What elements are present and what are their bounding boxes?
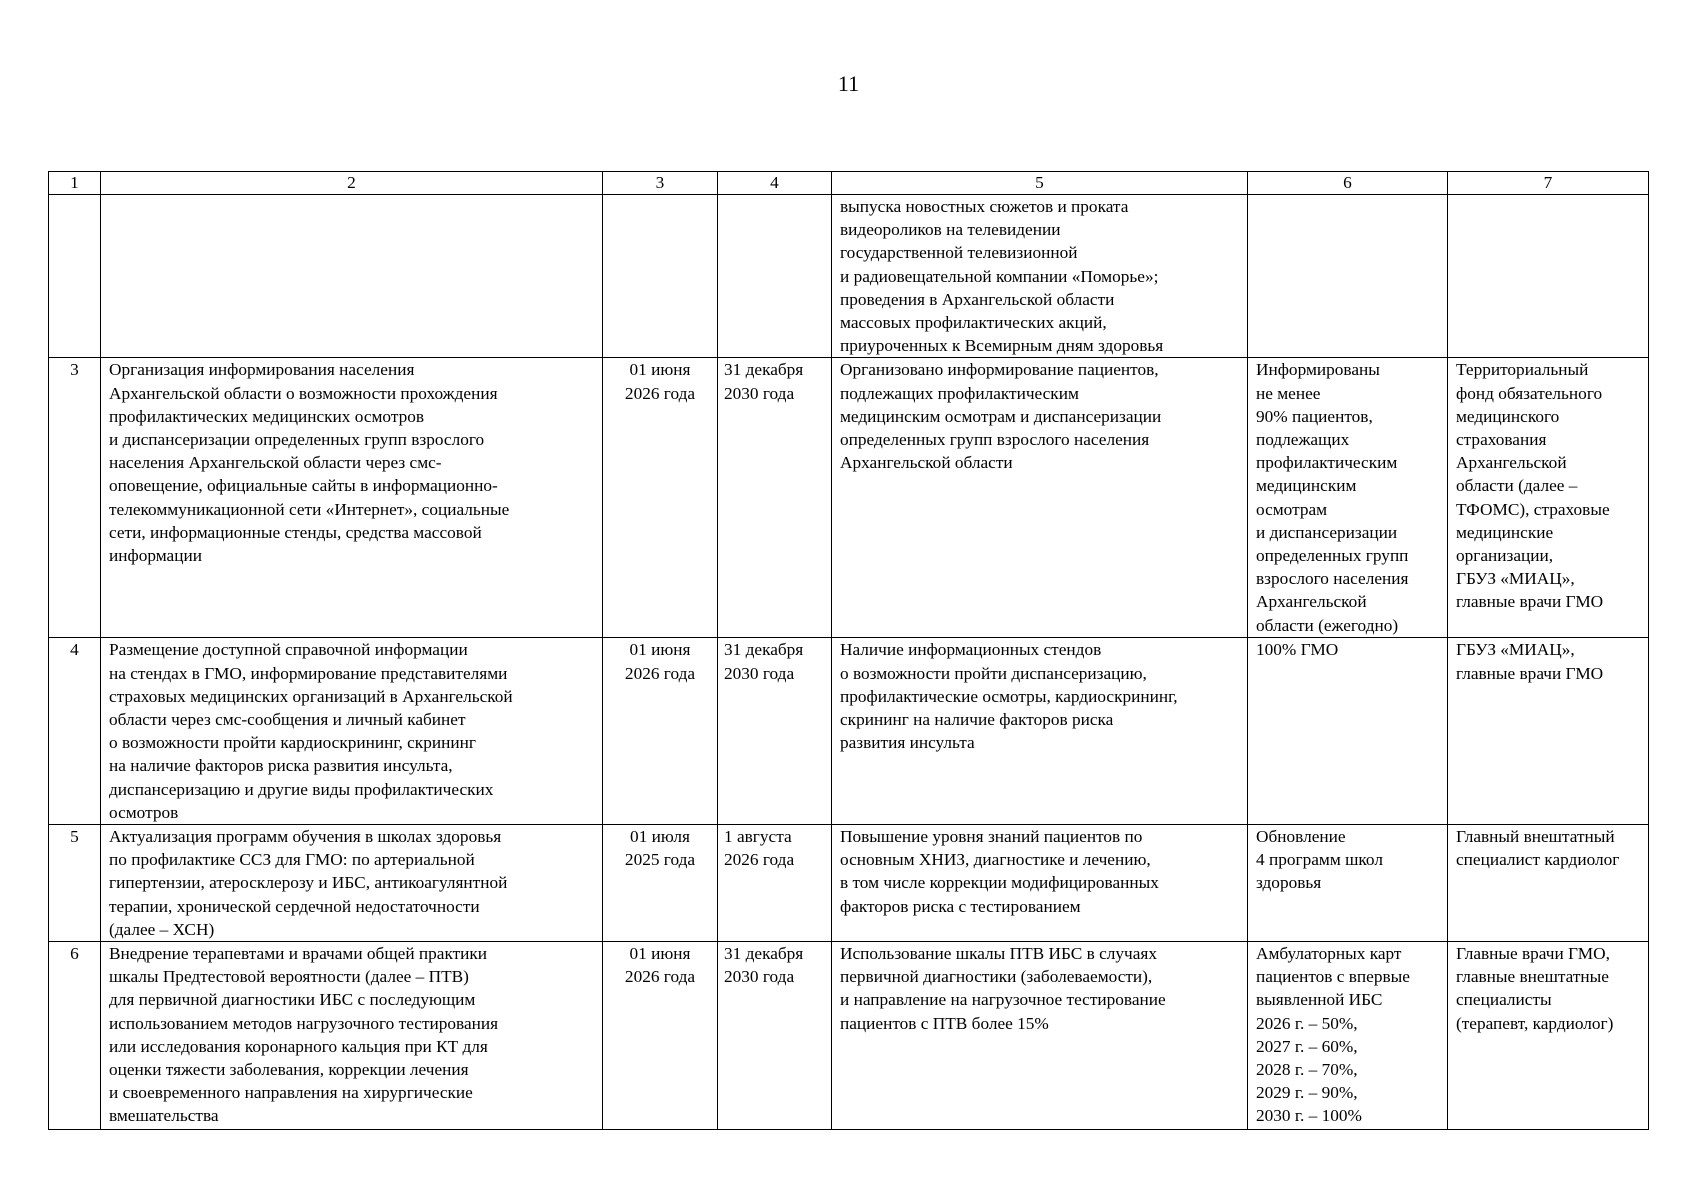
text-line: Архангельской xyxy=(1256,592,1367,612)
action-plan-table xyxy=(48,171,1649,1130)
result-cell xyxy=(832,638,1248,825)
text-line: о возможности пройти кардиоскрининг, скрининг xyxy=(109,733,476,753)
text-line: первичной диагностики (заболеваемости), xyxy=(840,967,1153,987)
text-line: 2025 года xyxy=(624,850,696,870)
table-row xyxy=(49,825,1649,942)
text-line: Внедрение терапевтами и врачами общей практики xyxy=(109,944,488,964)
indicator-cell xyxy=(1248,195,1448,358)
text-line: ГБУЗ «МИАЦ», xyxy=(1456,569,1575,589)
table-row xyxy=(49,638,1649,825)
text-line: (далее – ХСН) xyxy=(109,919,215,939)
text-line: главные врачи ГМО xyxy=(1456,592,1604,612)
indicator-cell xyxy=(1248,825,1448,942)
text-line: 01 июля xyxy=(630,827,690,847)
start-date-cell xyxy=(603,825,718,942)
text-line: страхования xyxy=(1456,430,1547,450)
row-number: 6 xyxy=(49,942,101,1130)
end-date-cell xyxy=(718,358,832,638)
text-line: Наличие информационных стендов xyxy=(840,640,1102,660)
text-line: и диспансеризации определенных групп взрослого xyxy=(109,430,485,450)
text-line: населения Архангельской области через смс- xyxy=(109,453,442,473)
text-line: Использование шкалы ПТВ ИБС в случаях xyxy=(840,944,1157,964)
text-line: 2026 года xyxy=(624,967,696,987)
text-line: о возможности пройти диспансеризацию, xyxy=(840,663,1147,683)
table-row xyxy=(49,195,1649,358)
text-line: гипертензии, атеросклерозу и ИБС, антикоагулянтной xyxy=(109,873,508,893)
text-line: и своевременного направления на хирургические xyxy=(109,1083,473,1103)
start-date-cell xyxy=(603,195,718,358)
row-number: 4 xyxy=(49,638,101,825)
text-line: оповещение, официальные сайты в информационно- xyxy=(109,476,498,496)
text-line: 31 декабря xyxy=(724,360,804,380)
text-line: Амбулаторных карт xyxy=(1256,944,1402,964)
responsible-cell xyxy=(1448,358,1649,638)
action-cell xyxy=(101,195,603,358)
text-line: ТФОМС), страховые xyxy=(1456,499,1610,519)
text-line: 2026 года xyxy=(624,383,696,403)
text-line: 2028 г. – 70%, xyxy=(1256,1060,1358,1080)
page-number: 11 xyxy=(837,71,860,96)
text-line: 2030 г. – 100% xyxy=(1256,1106,1362,1126)
indicator-cell xyxy=(1248,942,1448,1130)
text-line: (терапевт, кардиолог) xyxy=(1456,1013,1614,1033)
end-date-cell xyxy=(718,638,832,825)
text-line: вмешательства xyxy=(109,1106,219,1126)
text-line: 2030 года xyxy=(724,663,795,683)
text-line: 2027 г. – 60%, xyxy=(1256,1036,1358,1056)
action-cell xyxy=(101,825,603,942)
text-line: 01 июня xyxy=(629,360,691,380)
text-line: страховых медицинских организаций в Архангельской xyxy=(109,686,513,706)
start-date-cell xyxy=(603,358,718,638)
text-line: Территориальный xyxy=(1456,360,1589,380)
text-line: Архангельской xyxy=(1456,453,1567,473)
text-line: выпуска новостных сюжетов и проката xyxy=(840,197,1129,216)
text-line: Архангельской области о возможности прохождения xyxy=(109,383,498,403)
table-row xyxy=(49,942,1649,1130)
text-line: определенных групп xyxy=(1256,546,1409,566)
start-date-cell xyxy=(603,638,718,825)
end-date-cell xyxy=(718,195,832,358)
responsible-cell xyxy=(1448,942,1649,1130)
text-line: медицинским xyxy=(1256,476,1357,496)
text-line: определенных групп взрослого населения xyxy=(840,430,1150,450)
text-line: 2026 года xyxy=(624,663,696,683)
end-date-cell xyxy=(718,942,832,1130)
text-line: 01 июня xyxy=(629,944,691,964)
text-line: телекоммуникационной сети «Интернет», социальные xyxy=(109,499,510,519)
text-line: Повышение уровня знаний пациентов по xyxy=(840,827,1143,847)
text-line: Главный внештатный xyxy=(1456,827,1615,847)
indicator-cell xyxy=(1248,358,1448,638)
text-line: на наличие факторов риска развития инсульта, xyxy=(109,756,453,776)
text-line: государственной телевизионной xyxy=(840,243,1078,263)
text-line: области через смс-сообщения и личный кабинет xyxy=(109,710,466,730)
column-number-row xyxy=(49,172,1649,195)
text-line: скрининг на наличие факторов риска xyxy=(840,710,1114,730)
text-line: и диспансеризации xyxy=(1256,522,1398,542)
text-line: 31 декабря xyxy=(724,640,804,660)
text-line: развития инсульта xyxy=(840,733,975,753)
text-line: здоровья xyxy=(1256,873,1322,893)
text-line: осмотрам xyxy=(1256,499,1328,519)
text-line: области (далее – xyxy=(1456,476,1578,496)
text-line: проведения в Архангельской области xyxy=(840,289,1115,309)
action-cell xyxy=(101,942,603,1130)
text-line: 100% ГМО xyxy=(1256,640,1339,660)
text-line: и направление на нагрузочное тестирование xyxy=(840,990,1166,1010)
result-cell xyxy=(832,195,1248,358)
text-line: ГБУЗ «МИАЦ», xyxy=(1456,640,1575,660)
column-number: 5 xyxy=(832,172,1248,195)
column-number: 6 xyxy=(1248,172,1448,195)
text-line: не менее xyxy=(1256,383,1321,403)
text-line: 2026 г. – 50%, xyxy=(1256,1013,1358,1033)
text-line: использованием методов нагрузочного тестирования xyxy=(109,1013,499,1033)
text-line: по профилактике ССЗ для ГМО: по артериальной xyxy=(109,850,475,870)
end-date-cell xyxy=(718,825,832,942)
text-line: факторов риска с тестированием xyxy=(840,896,1081,916)
text-line: медицинским осмотрам и диспансеризации xyxy=(840,406,1162,426)
table-row xyxy=(49,358,1649,638)
text-line: Информированы xyxy=(1256,360,1380,380)
text-line: основным ХНИЗ, диагностике и лечению, xyxy=(840,850,1151,870)
text-line: осмотров xyxy=(109,802,179,822)
text-line: профилактическим xyxy=(1256,453,1398,473)
text-line: подлежащих профилактическим xyxy=(840,383,1079,403)
row-number xyxy=(49,195,101,358)
text-line: Размещение доступной справочной информации xyxy=(109,640,468,660)
result-cell xyxy=(832,942,1248,1130)
text-line: сети, информационные стенды, средства массовой xyxy=(109,522,482,542)
start-date-cell xyxy=(603,942,718,1130)
text-line: области (ежегодно) xyxy=(1256,615,1399,635)
text-line: Актуализация программ обучения в школах здоровья xyxy=(109,827,502,847)
text-line: взрослого населения xyxy=(1256,569,1409,589)
responsible-cell xyxy=(1448,638,1649,825)
column-number: 1 xyxy=(49,172,101,195)
text-line: 31 декабря xyxy=(724,944,804,964)
result-cell xyxy=(832,825,1248,942)
text-line: медицинские xyxy=(1456,522,1554,542)
text-line: 1 августа xyxy=(724,827,792,847)
text-line: 2029 г. – 90%, xyxy=(1256,1083,1358,1103)
column-number: 3 xyxy=(603,172,718,195)
action-cell xyxy=(101,358,603,638)
text-line: Главные врачи ГМО, xyxy=(1456,944,1610,964)
column-number: 7 xyxy=(1448,172,1649,195)
text-line: специалисты xyxy=(1456,990,1552,1010)
text-line: Организовано информирование пациентов, xyxy=(840,360,1159,380)
text-line: 2030 года xyxy=(724,967,795,987)
text-line: 2026 года xyxy=(724,850,795,870)
row-number: 5 xyxy=(49,825,101,942)
text-line: для первичной диагностики ИБС с последующим xyxy=(109,990,476,1010)
text-line: диспансеризацию и другие виды профилактических xyxy=(109,779,494,799)
text-line: Организация информирования населения xyxy=(109,360,415,380)
text-line: оценки тяжести заболевания, коррекции лечения xyxy=(109,1060,469,1080)
text-line: медицинского xyxy=(1456,406,1560,426)
column-number: 2 xyxy=(101,172,603,195)
row-number: 3 xyxy=(49,358,101,638)
text-line: специалист кардиолог xyxy=(1456,850,1620,870)
text-line: профилактические осмотры, кардиоскрининг, xyxy=(840,686,1178,706)
text-line: главные внештатные xyxy=(1456,967,1609,987)
text-line: организации, xyxy=(1456,546,1554,566)
text-line: Архангельской области xyxy=(840,453,1013,473)
text-line: фонд обязательного xyxy=(1456,383,1603,403)
text-line: пациентов с ПТВ более 15% xyxy=(840,1013,1049,1033)
text-line: информации xyxy=(109,546,202,566)
indicator-cell xyxy=(1248,638,1448,825)
text-line: пациентов с впервые xyxy=(1256,967,1410,987)
text-line: или исследования коронарного кальция при КТ для xyxy=(109,1036,488,1056)
text-line: шкалы Предтестовой вероятности (далее – ПТВ) xyxy=(109,967,469,987)
text-line: главные врачи ГМО xyxy=(1456,663,1604,683)
text-line: профилактических медицинских осмотров xyxy=(109,406,425,426)
text-line: 90% пациентов, xyxy=(1256,406,1373,426)
text-line: подлежащих xyxy=(1256,430,1350,450)
responsible-cell xyxy=(1448,195,1649,358)
text-line: приуроченных к Всемирным дням здоровья xyxy=(840,336,1164,356)
text-line: на стендах в ГМО, информирование представителями xyxy=(109,663,508,683)
action-cell xyxy=(101,638,603,825)
text-line: видеороликов на телевидении xyxy=(840,220,1061,240)
result-cell xyxy=(832,358,1248,638)
text-line: в том числе коррекции модифицированных xyxy=(840,873,1159,893)
text-line: Обновление xyxy=(1256,827,1346,847)
column-number: 4 xyxy=(718,172,832,195)
text-line: массовых профилактических акций, xyxy=(840,313,1107,333)
text-line: и радиовещательной компании «Поморье»; xyxy=(840,266,1159,286)
text-line: выявленной ИБС xyxy=(1256,990,1383,1010)
text-line: терапии, хронической сердечной недостаточности xyxy=(109,896,480,916)
text-line: 4 программ школ xyxy=(1256,850,1383,870)
responsible-cell xyxy=(1448,825,1649,942)
text-line: 2030 года xyxy=(724,383,795,403)
text-line: 01 июня xyxy=(629,640,691,660)
